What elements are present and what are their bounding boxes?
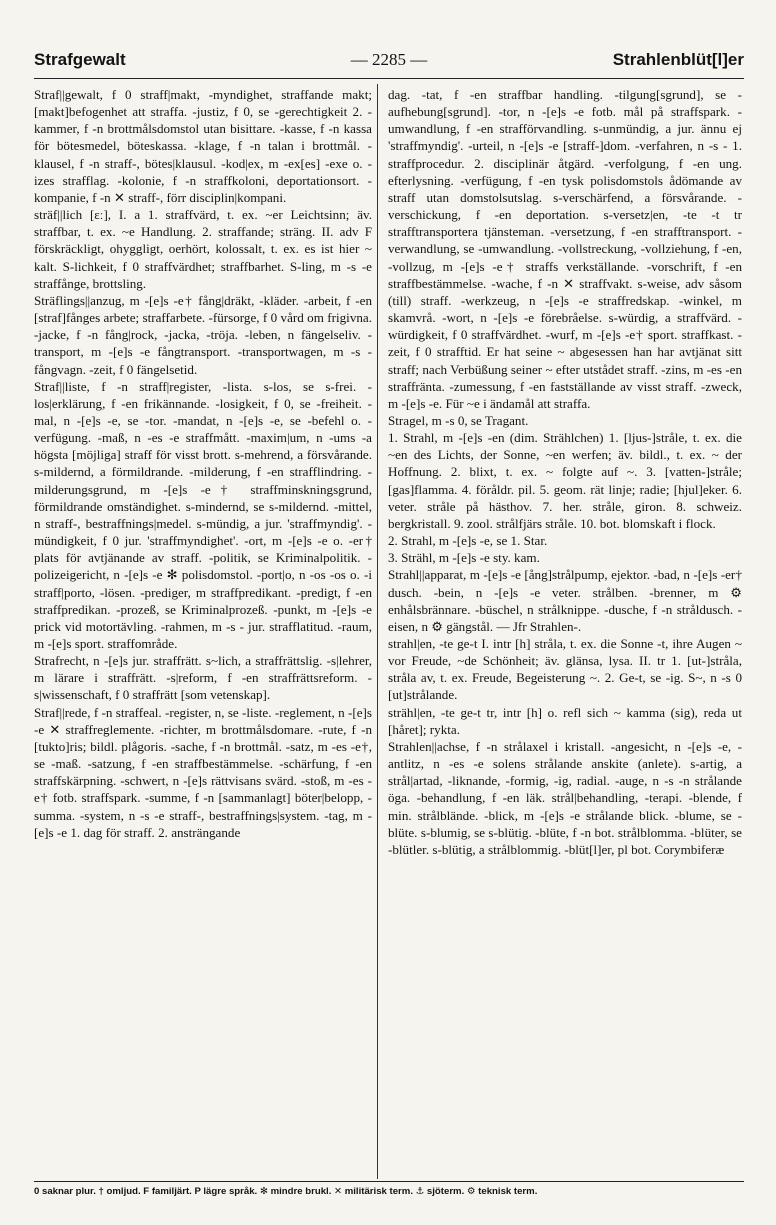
header-rule [34,78,744,79]
entry-straehlen-verb: strähl|en, -te ge-t tr, intr [h] o. refl sich ~ kamma (sig), reda ut [håret]; rykta. [388,704,742,737]
entry-straftat: dag. -tat, f -en straffbar handling. -tilgung[sgrund], se -aufhebung[sgrund]. -tor, n -[e]s -e fotb. mål på straffspark. -umwandlung, f -en strafförvandling. s-unmündig, a jur. ännu ej 'straffmyndig'. -urteil, n -[e]s -e [straff-]dom. -verfahren, n -s - 1. straffprocedur. 2. disciplinär åtgärd. -verfolgung, f -en ung. efterlysning. -verfügung, f -en tysk polisdomstols ådömande av straff utan domstolsutslag. s-verschärfend, a försvårande. -verschickung, f -en deportation. s-versetz|en, -te -t tr strafftransportera tjänsteman. -versetzung, f -en strafftransport. -verwandlung, se -umwandlung. -vollstreckung, -vollziehung, f -en, -vollzug, m -[e]s -e† straffs verkställande. -vorschrift, f -en straffbestämmelse. -wache, f -n ✕ straffvakt. s-weise, adv såsom (till) straff. -werkzeug, n -[e]s -e straffredskap. -winkel, m skamvrå. -wort, n -[e]s -e förebråelse. s-würdig, a straffvärd. -würdigkeit, f 0 straffvärdhet. -wurf, m -[e]s -e† sport. straffkast. -zeit, f 0 strafftid. Er hat seine ~ abgesessen han har avtjänat sitt straff; nach Verbüßung seiner ~ efter utstådet straff. -zins, m -es -en straffränta. -zumessung, f -en fastställande av visst straff. -zweck, m -[e]s -e. Für ~e i ändamål att straffa. [388,87,742,411]
column-divider [377,84,378,1179]
right-column [388,86,742,1176]
entry-strahl-1: 1. Strahl, m -[e]s -en (dim. Strählchen) 1. [ljus-]stråle, t. ex. die ~en des Lichts, der Sonne, ~en werfen; äv. bildl., t. ex. ~ der Hoffnung. 2. blixt, t. ex. ~ folgte auf ~. 3. [vatten-]stråle; [gas]flamma. 4. föråldr. pil. 5. geom. rät linje; radie; [hjul]eker. 6. veter. stråle på hästhov. 7. her. stråle, giron. 8. schweiz. bergkristall. 9. zool. strålfjärs stråle. 10. bot. blomskaft i flock. [388,430,742,531]
entry-strahlen-verb: strahl|en, -te ge-t I. intr [h] stråla, t. ex. die Sonne -t, ihre Augen ~ vor Freude, ~de Schönheit; äv. glänsa, lysa. II. tr 1. [ut-]stråla, stråla av, t. ex. Freude, Begeisterung ~. 2. Ge-t, se -ig. S~, n -s 0 [ut]strålande. [388,636,742,703]
entry-straehl-3: 3. Strähl, m -[e]s -e sty. kam. [388,550,540,566]
running-header [34,50,744,80]
entry-strafliste: Straf||liste, f -n straff|register, -lista. s-los, se s-frei. -los|erklärung, f -en frikännande. -losigkeit, f 0, se -freiheit. -mal, n -[e]s -e, se -tor. -mandat, n -[e]s -e, se -befehl o. -verfügung. -maß, n -es -e straffmått. -maxim|um, n -ums -a högsta [möjliga] straff för visst brott. s-mehrend, a försvårande. s-mildernd, a förmildrande. -milderung, f -en strafflindring. -milderungsgrund, m -[e]s -e† straffminskningsgrund, förmildrande omständighet. s-mindernd, se s-mildernd. -mittel, n straff-, bestraffnings|medel. s-mündig, a jur. 'straffmyndig'. -mündigkeit, f 0 jur. 'straffmyndighet'. -ort, m -[e]s -e o. -er† plats för avtjänande av straff. -politik, se Kriminalpolitik. -polizeigericht, n -[e]s -e ✻ polisdomstol. -port|o, n -os -os o. -i straff|porto, -lösen. -prediger, m straffpredikant. -predigt, f -en straffpredikan. -prozeß, se Kriminalprozeß. -punkt, m -[e]s -e prick vid motortävling. -rahmen, m -s - jur. strafflatitud. -raum, m -[e]s sport. straffområde. [34,378,372,651]
entry-straeflich: sträf||lich [ɛː], I. a 1. straffvärd, t. ex. ~er Leichtsinn; äv. straffbar, t. ex. ~e Handlung. 2. straffande; sträng. II. adv F förskräckligt, ohyggligt, oerhört, kolossalt, t. ex. es ist hier ~ kalt. S-lichkeit, f 0 straffvärdhet; straffbarhet. S-ling, m -s -e straffånge, brottsling. [34,207,372,291]
page-number: — 2285 — [350,50,428,69]
footer-rule [34,1181,744,1182]
left-column [34,86,372,1176]
entry-strahl-2: 2. Strahl, m -[e]s -e, se 1. Star. [388,533,548,549]
entry-strahlenachse: Strahlen||achse, f -n strålaxel i kristall. -angesicht, n -[e]s -e, -antlitz, n -es -e solens strålande anskite (anlete). s-artig, a strål|artad, -liknande, -formig, -ig, radial. -auge, n -s -n strålande öga. -behandlung, f -en läk. strål|behandling, -terapi. -blende, f min. strålblände. -blick, m -[e]s -e strålande blick. -blume, se -blüte. s-blumig, se s-blütig. -blüte, f -n bot. strålblomma. -blüter, se -blütler. s-blütig, a strålblommig. -blüt[l]er, pl bot. Corymbiferæ [388,738,742,857]
entry-strafrede: Straf||rede, f -n straffeal. -register, n, se -liste. -reglement, n -[e]s -e ✕ straffreglemente. -richter, m brottmålsdomare. -rute, f -n [tukto]ris; bildl. plågoris. -sache, f -n brottmål. -satz, m -es -e†, se -maß. -satzung, f -en straffbestämmelse. -schärfung, f -en straffskärpning. -schwert, n -[e]s rättvisans svärd. -stoß, m -es -e† fotb. straffspark. -summe, f -n [sammanlagt] böter|belopp, -summa. -system, n -s -e straff-, bestraffnings|system. -tag, m -[e]s -e 1. dag för straff. 2. ansträngande [34,704,372,840]
entry-strafgewalt: Straf||gewalt, f 0 straff|makt, -myndighet, straffande makt; [makt]befogenhet att straffa. -justiz, f 0, se -gerechtigkeit 2. -kammer, f -n brottmålsdomstol utan bisittare. -kasse, f -n kassa för bötesmedel, böteskassa. -klage, f -n talan i brottmål. -klausel, f -n straff-, bötes|klausul. -kod|ex, m -ex[es] -exe o. -izes strafflag. -kolonie, f -n straffkoloni, deportationsort. -kompanie, f -n ✕ straff-, förr disciplin|kompani. [34,87,372,205]
header-first-word: Strafgewalt [34,50,126,69]
header-last-word: Strahlenblüt[l]er [612,50,744,69]
abbreviation-legend: 0 saknar plur. † omljud. F familjärt. P lägre språk. ✻ mindre brukl. ✕ militärisk term. ⚓ sjöterm. ⚙ teknisk term. [34,1186,538,1197]
entry-strafrecht: Strafrecht, n -[e]s jur. straffrätt. s~lich, a straffrättslig. -s|lehrer, m lärare i straffrätt. -s|reform, f -en straffrättsreform. -s|wissenschaft, f 0 straffrätt [som vetenskap]. [34,653,372,703]
entry-strahlapparat: Strahl||apparat, m -[e]s -e [ång]strålpump, ejektor. -bad, n -[e]s -er† dusch. -bein, n -[e]s -e veter. strålben. -brenner, m ⚙ enhålsbrännare. -büschel, n strålknippe. -dusche, f -n stråldusch. -eisen, n ⚙ gängstål. — Jfr Strahlen-. [388,567,742,634]
entry-stragel: Stragel, m -s 0, se Tragant. [388,412,529,428]
entry-straeflings: Sträflings||anzug, m -[e]s -e† fång|dräkt, -kläder. -arbeit, f -en [straf]fånges arbete; straffarbete. -fürsorge, f 0 vård om frigivna. -jacke, f -n fång|rock, -jacka, -tröja. -leben, n fängelseliv. -transport, m -[e]s -e fångtransport. -transportwagen, m -s - fångvagn. -zeit, f 0 fängelsetid. [34,292,372,377]
